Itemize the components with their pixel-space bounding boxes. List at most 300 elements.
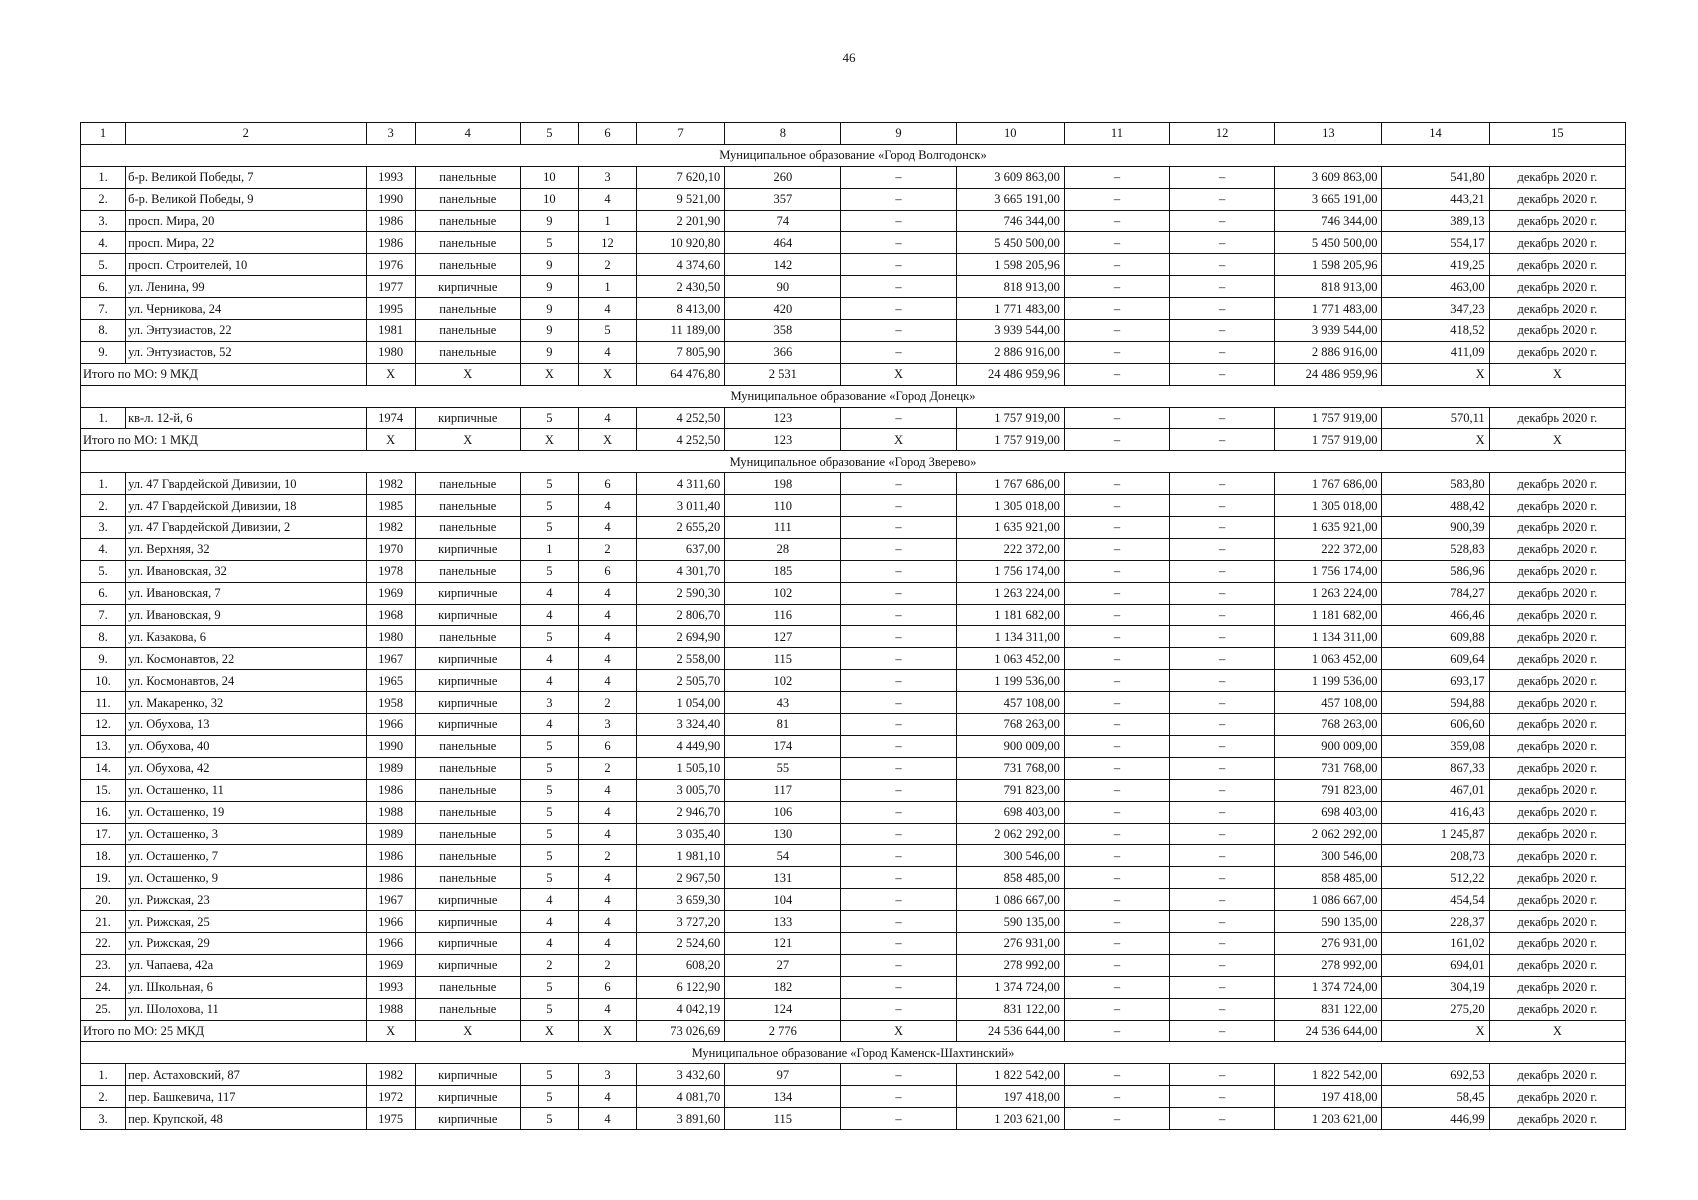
table-cell: – xyxy=(841,801,956,823)
column-number-header: 6 xyxy=(578,123,636,145)
table-cell: 1 981,10 xyxy=(637,845,725,867)
table-cell: 4 xyxy=(520,582,578,604)
table-row xyxy=(81,954,1626,976)
table-cell: 2 886 916,00 xyxy=(956,341,1064,363)
table-cell: панельные xyxy=(415,166,520,188)
table-cell: 590 135,00 xyxy=(956,911,1064,933)
table-cell: 5 xyxy=(578,320,636,342)
table-cell: 1982 xyxy=(366,1064,415,1086)
table-row xyxy=(81,801,1626,823)
table-cell: 4 xyxy=(578,517,636,539)
table-cell: 900 009,00 xyxy=(1275,735,1382,757)
table-cell: – xyxy=(1170,692,1275,714)
column-number-header: 11 xyxy=(1064,123,1169,145)
table-cell: – xyxy=(1170,538,1275,560)
table-cell: 1 xyxy=(520,538,578,560)
table-cell: декабрь 2020 г. xyxy=(1489,714,1625,736)
table-cell: 1981 xyxy=(366,320,415,342)
section-title: Муниципальное образование «Город Волгодонск» xyxy=(81,144,1626,166)
table-cell: 1 822 542,00 xyxy=(1275,1064,1382,1086)
table-cell: 5 xyxy=(520,867,578,889)
table-cell: 276 931,00 xyxy=(1275,932,1382,954)
table-cell: 1993 xyxy=(366,166,415,188)
table-cell: 366 xyxy=(725,341,841,363)
table-cell: – xyxy=(1170,166,1275,188)
table-cell: 2 xyxy=(578,254,636,276)
table-cell: ул. 47 Гвардейской Дивизии, 18 xyxy=(126,495,366,517)
table-cell: 4 042,19 xyxy=(637,998,725,1020)
table-cell: 6 xyxy=(578,735,636,757)
table-cell: 4 xyxy=(520,604,578,626)
table-cell: – xyxy=(1170,341,1275,363)
table-cell: 15. xyxy=(81,779,126,801)
table-cell: 512,22 xyxy=(1382,867,1489,889)
table-cell: 608,20 xyxy=(637,954,725,976)
table-cell: 124 xyxy=(725,998,841,1020)
table-cell: 1965 xyxy=(366,670,415,692)
table-cell: 1 263 224,00 xyxy=(956,582,1064,604)
table-cell: – xyxy=(1170,845,1275,867)
table-cell: 2 524,60 xyxy=(637,932,725,954)
table-cell: 1 063 452,00 xyxy=(956,648,1064,670)
table-cell: декабрь 2020 г. xyxy=(1489,845,1625,867)
table-cell: 134 xyxy=(725,1086,841,1108)
table-cell: 4 449,90 xyxy=(637,735,725,757)
table-cell: 3 xyxy=(578,1064,636,1086)
table-cell: 3 xyxy=(520,692,578,714)
table-cell: – xyxy=(841,735,956,757)
table-cell: ул. Энтузиастов, 52 xyxy=(126,341,366,363)
table-row xyxy=(81,670,1626,692)
table-cell: ул. Ивановская, 32 xyxy=(126,560,366,582)
table-cell: ул. Рижская, 25 xyxy=(126,911,366,933)
table-cell: 5. xyxy=(81,254,126,276)
table-cell: – xyxy=(1064,473,1169,495)
table-cell: панельные xyxy=(415,845,520,867)
table-cell: 1 305 018,00 xyxy=(956,495,1064,517)
total-row xyxy=(81,429,1626,451)
table-row xyxy=(81,276,1626,298)
total-row xyxy=(81,1020,1626,1042)
table-cell: ул. Энтузиастов, 22 xyxy=(126,320,366,342)
table-cell: 2 430,50 xyxy=(637,276,725,298)
table-row xyxy=(81,582,1626,604)
total-cell: X xyxy=(1382,429,1489,451)
table-cell: 1970 xyxy=(366,538,415,560)
table-cell: 1 134 311,00 xyxy=(1275,626,1382,648)
table-cell: 13. xyxy=(81,735,126,757)
table-cell: 416,43 xyxy=(1382,801,1489,823)
table-cell: 3 727,20 xyxy=(637,911,725,933)
table-cell: – xyxy=(1064,692,1169,714)
table-cell: ул. Обухова, 13 xyxy=(126,714,366,736)
table-cell: 1 756 174,00 xyxy=(1275,560,1382,582)
table-cell: 528,83 xyxy=(1382,538,1489,560)
total-cell: 1 757 919,00 xyxy=(1275,429,1382,451)
table-cell: – xyxy=(841,648,956,670)
table-cell: 102 xyxy=(725,670,841,692)
column-number-row xyxy=(81,123,1626,145)
table-cell: 768 263,00 xyxy=(956,714,1064,736)
column-number-header: 14 xyxy=(1382,123,1489,145)
table-row xyxy=(81,320,1626,342)
table-cell: 1 756 174,00 xyxy=(956,560,1064,582)
total-cell: – xyxy=(1170,429,1275,451)
table-cell: – xyxy=(1170,889,1275,911)
table-cell: декабрь 2020 г. xyxy=(1489,1108,1625,1130)
table-cell: 831 122,00 xyxy=(1275,998,1382,1020)
total-label: Итого по МО: 25 МКД xyxy=(81,1020,367,1042)
table-cell: 6 xyxy=(578,473,636,495)
table-cell: 1977 xyxy=(366,276,415,298)
table-cell: 1 305 018,00 xyxy=(1275,495,1382,517)
table-cell: пер. Астаховский, 87 xyxy=(126,1064,366,1086)
table-cell: – xyxy=(1064,998,1169,1020)
table-cell: – xyxy=(1064,779,1169,801)
table-cell: кирпичные xyxy=(415,407,520,429)
table-cell: 174 xyxy=(725,735,841,757)
table-cell: 4 xyxy=(578,801,636,823)
table-cell: декабрь 2020 г. xyxy=(1489,560,1625,582)
table-cell: – xyxy=(1064,976,1169,998)
table-row xyxy=(81,648,1626,670)
table-cell: панельные xyxy=(415,867,520,889)
table-cell: 7. xyxy=(81,604,126,626)
table-cell: 1 199 536,00 xyxy=(1275,670,1382,692)
table-cell: – xyxy=(841,867,956,889)
table-cell: 4 xyxy=(578,604,636,626)
table-cell: 746 344,00 xyxy=(1275,210,1382,232)
table-cell: – xyxy=(841,232,956,254)
table-cell: декабрь 2020 г. xyxy=(1489,626,1625,648)
table-cell: 5 xyxy=(520,735,578,757)
table-cell: 276 931,00 xyxy=(956,932,1064,954)
table-cell: 208,73 xyxy=(1382,845,1489,867)
table-cell: 3. xyxy=(81,210,126,232)
total-cell: X xyxy=(578,429,636,451)
table-cell: панельные xyxy=(415,320,520,342)
table-cell: 1990 xyxy=(366,735,415,757)
table-cell: 304,19 xyxy=(1382,976,1489,998)
table-cell: 1 767 686,00 xyxy=(1275,473,1382,495)
table-cell: 198 xyxy=(725,473,841,495)
table-cell: 3 005,70 xyxy=(637,779,725,801)
table-cell: ул. Верхняя, 32 xyxy=(126,538,366,560)
table-cell: 1986 xyxy=(366,232,415,254)
table-cell: 1 181 682,00 xyxy=(956,604,1064,626)
table-cell: – xyxy=(1064,670,1169,692)
table-cell: 818 913,00 xyxy=(956,276,1064,298)
table-cell: 4 xyxy=(520,911,578,933)
table-cell: – xyxy=(1064,823,1169,845)
table-cell: декабрь 2020 г. xyxy=(1489,692,1625,714)
table-cell: 10 xyxy=(520,188,578,210)
table-cell: – xyxy=(1170,998,1275,1020)
table-cell: кирпичные xyxy=(415,1108,520,1130)
table-cell: 27 xyxy=(725,954,841,976)
table-cell: 7 620,10 xyxy=(637,166,725,188)
table-cell: декабрь 2020 г. xyxy=(1489,298,1625,320)
table-cell: 1982 xyxy=(366,517,415,539)
table-cell: декабрь 2020 г. xyxy=(1489,604,1625,626)
table-cell: 5 450 500,00 xyxy=(956,232,1064,254)
table-row xyxy=(81,757,1626,779)
table-cell: кв-л. 12-й, 6 xyxy=(126,407,366,429)
table-cell: 1 134 311,00 xyxy=(956,626,1064,648)
table-cell: 142 xyxy=(725,254,841,276)
section-title-row xyxy=(81,1042,1626,1064)
table-cell: – xyxy=(1170,1064,1275,1086)
table-cell: ул. Ивановская, 7 xyxy=(126,582,366,604)
table-cell: 1 086 667,00 xyxy=(1275,889,1382,911)
total-cell: 24 486 959,96 xyxy=(956,363,1064,385)
table-row xyxy=(81,911,1626,933)
table-cell: 4 xyxy=(578,407,636,429)
table-cell: – xyxy=(1064,801,1169,823)
table-cell: – xyxy=(1170,320,1275,342)
table-cell: 586,96 xyxy=(1382,560,1489,582)
table-cell: кирпичные xyxy=(415,692,520,714)
table-cell: 3. xyxy=(81,1108,126,1130)
table-cell: – xyxy=(841,604,956,626)
table-cell: – xyxy=(841,276,956,298)
table-cell: 466,46 xyxy=(1382,604,1489,626)
table-cell: ул. Казакова, 6 xyxy=(126,626,366,648)
table-cell: 900,39 xyxy=(1382,517,1489,539)
total-cell: – xyxy=(1064,429,1169,451)
table-row xyxy=(81,823,1626,845)
table-cell: кирпичные xyxy=(415,604,520,626)
table-cell: 1967 xyxy=(366,648,415,670)
table-cell: – xyxy=(1064,1108,1169,1130)
table-cell: 1982 xyxy=(366,473,415,495)
table-cell: – xyxy=(1170,1108,1275,1130)
table-cell: ул. Ленина, 99 xyxy=(126,276,366,298)
table-cell: 9 xyxy=(520,276,578,298)
table-cell: панельные xyxy=(415,473,520,495)
table-cell: 25. xyxy=(81,998,126,1020)
table-cell: 121 xyxy=(725,932,841,954)
total-label: Итого по МО: 1 МКД xyxy=(81,429,367,451)
table-cell: 4 081,70 xyxy=(637,1086,725,1108)
table-cell: 1 181 682,00 xyxy=(1275,604,1382,626)
table-cell: – xyxy=(841,341,956,363)
table-cell: 2 xyxy=(578,954,636,976)
table-cell: – xyxy=(1064,538,1169,560)
table-cell: 5 xyxy=(520,801,578,823)
table-row xyxy=(81,1064,1626,1086)
table-row xyxy=(81,932,1626,954)
table-cell: 1958 xyxy=(366,692,415,714)
table-cell: ул. Ивановская, 9 xyxy=(126,604,366,626)
table-cell: панельные xyxy=(415,626,520,648)
table-cell: – xyxy=(1170,648,1275,670)
table-cell: 2 xyxy=(578,845,636,867)
table-cell: 102 xyxy=(725,582,841,604)
total-cell: X xyxy=(415,1020,520,1042)
table-row xyxy=(81,867,1626,889)
table-cell: 9 xyxy=(520,254,578,276)
table-cell: 161,02 xyxy=(1382,932,1489,954)
table-row xyxy=(81,998,1626,1020)
table-cell: 467,01 xyxy=(1382,779,1489,801)
column-number-header: 2 xyxy=(126,123,366,145)
table-cell: кирпичные xyxy=(415,1086,520,1108)
table-cell: – xyxy=(841,954,956,976)
table-cell: 197 418,00 xyxy=(956,1086,1064,1108)
table-cell: 791 823,00 xyxy=(1275,779,1382,801)
table-cell: 1 771 483,00 xyxy=(956,298,1064,320)
table-cell: 8. xyxy=(81,626,126,648)
total-cell: 1 757 919,00 xyxy=(956,429,1064,451)
table-cell: – xyxy=(1064,517,1169,539)
table-cell: 2. xyxy=(81,495,126,517)
total-cell: 2 776 xyxy=(725,1020,841,1042)
table-cell: 10 920,80 xyxy=(637,232,725,254)
table-cell: 858 485,00 xyxy=(956,867,1064,889)
table-cell: 130 xyxy=(725,823,841,845)
table-cell: 18. xyxy=(81,845,126,867)
table-cell: 6 xyxy=(578,976,636,998)
total-cell: X xyxy=(1382,363,1489,385)
table-cell: 389,13 xyxy=(1382,210,1489,232)
table-cell: б-р. Великой Победы, 9 xyxy=(126,188,366,210)
table-cell: – xyxy=(1170,473,1275,495)
table-cell: 182 xyxy=(725,976,841,998)
table-cell: 541,80 xyxy=(1382,166,1489,188)
total-cell: 2 531 xyxy=(725,363,841,385)
total-cell: 73 026,69 xyxy=(637,1020,725,1042)
table-cell: 1 505,10 xyxy=(637,757,725,779)
table-cell: – xyxy=(841,998,956,1020)
table-cell: 3 665 191,00 xyxy=(956,188,1064,210)
table-cell: ул. Осташенко, 9 xyxy=(126,867,366,889)
table-cell: 4 xyxy=(578,648,636,670)
table-cell: 4. xyxy=(81,232,126,254)
table-cell: ул. Макаренко, 32 xyxy=(126,692,366,714)
table-cell: 10 xyxy=(520,166,578,188)
table-cell: 5 xyxy=(520,473,578,495)
table-cell: – xyxy=(1170,276,1275,298)
total-cell: 24 486 959,96 xyxy=(1275,363,1382,385)
table-cell: 2 946,70 xyxy=(637,801,725,823)
table-cell: 357 xyxy=(725,188,841,210)
table-cell: декабрь 2020 г. xyxy=(1489,495,1625,517)
table-row xyxy=(81,538,1626,560)
table-cell: ул. Осташенко, 19 xyxy=(126,801,366,823)
table-cell: кирпичные xyxy=(415,1064,520,1086)
table-cell: 21. xyxy=(81,911,126,933)
table-cell: 5 450 500,00 xyxy=(1275,232,1382,254)
table-cell: – xyxy=(1170,801,1275,823)
table-cell: панельные xyxy=(415,210,520,232)
total-cell: X xyxy=(366,429,415,451)
section-title-row xyxy=(81,451,1626,473)
table-cell: пер. Крупской, 48 xyxy=(126,1108,366,1130)
table-cell: ул. 47 Гвардейской Дивизии, 2 xyxy=(126,517,366,539)
table-cell: кирпичные xyxy=(415,932,520,954)
table-cell: 2 558,00 xyxy=(637,648,725,670)
table-cell: 359,08 xyxy=(1382,735,1489,757)
table-cell: 9 xyxy=(520,341,578,363)
table-cell: декабрь 2020 г. xyxy=(1489,954,1625,976)
table-cell: – xyxy=(841,166,956,188)
table-cell: ул. Шолохова, 11 xyxy=(126,998,366,1020)
table-row xyxy=(81,473,1626,495)
table-cell: 115 xyxy=(725,648,841,670)
table-cell: 590 135,00 xyxy=(1275,911,1382,933)
table-cell: 488,42 xyxy=(1382,495,1489,517)
total-cell: 123 xyxy=(725,429,841,451)
table-cell: 9 xyxy=(520,298,578,320)
table-cell: 1995 xyxy=(366,298,415,320)
table-cell: панельные xyxy=(415,735,520,757)
table-cell: 4 311,60 xyxy=(637,473,725,495)
table-cell: 185 xyxy=(725,560,841,582)
table-cell: – xyxy=(1170,714,1275,736)
table-cell: 609,64 xyxy=(1382,648,1489,670)
table-cell: 55 xyxy=(725,757,841,779)
column-number-header: 8 xyxy=(725,123,841,145)
table-cell: 637,00 xyxy=(637,538,725,560)
table-cell: декабрь 2020 г. xyxy=(1489,1086,1625,1108)
table-cell: декабрь 2020 г. xyxy=(1489,1064,1625,1086)
table-cell: 1980 xyxy=(366,626,415,648)
table-cell: декабрь 2020 г. xyxy=(1489,188,1625,210)
table-cell: 3 939 544,00 xyxy=(1275,320,1382,342)
table-cell: 347,23 xyxy=(1382,298,1489,320)
table-cell: 1 598 205,96 xyxy=(956,254,1064,276)
table-cell: 1972 xyxy=(366,1086,415,1108)
table-cell: декабрь 2020 г. xyxy=(1489,407,1625,429)
total-cell: – xyxy=(1170,363,1275,385)
total-cell: X xyxy=(841,363,956,385)
table-cell: 123 xyxy=(725,407,841,429)
table-cell: б-р. Великой Победы, 7 xyxy=(126,166,366,188)
table-row xyxy=(81,692,1626,714)
column-number-header: 10 xyxy=(956,123,1064,145)
table-cell: – xyxy=(1064,757,1169,779)
table-cell: 5 xyxy=(520,407,578,429)
table-cell: – xyxy=(1064,604,1169,626)
table-cell: декабрь 2020 г. xyxy=(1489,911,1625,933)
table-cell: – xyxy=(1064,232,1169,254)
table-cell: ул. Чапаева, 42а xyxy=(126,954,366,976)
table-cell: декабрь 2020 г. xyxy=(1489,517,1625,539)
table-cell: – xyxy=(841,1108,956,1130)
table-cell: 23. xyxy=(81,954,126,976)
table-cell: 4 xyxy=(578,1108,636,1130)
table-cell: – xyxy=(841,976,956,998)
table-cell: 3 609 863,00 xyxy=(956,166,1064,188)
table-cell: 1. xyxy=(81,407,126,429)
table-cell: 228,37 xyxy=(1382,911,1489,933)
table-cell: кирпичные xyxy=(415,889,520,911)
table-cell: 818 913,00 xyxy=(1275,276,1382,298)
table-cell: – xyxy=(1064,714,1169,736)
table-cell: просп. Строителей, 10 xyxy=(126,254,366,276)
table-cell: 1968 xyxy=(366,604,415,626)
table-row xyxy=(81,1108,1626,1130)
table-cell: 4 xyxy=(520,889,578,911)
table-cell: 1. xyxy=(81,1064,126,1086)
total-cell: – xyxy=(1064,1020,1169,1042)
table-cell: – xyxy=(1064,582,1169,604)
table-cell: 28 xyxy=(725,538,841,560)
table-cell: – xyxy=(841,823,956,845)
table-cell: ул. Космонавтов, 22 xyxy=(126,648,366,670)
table-cell: 1 xyxy=(578,210,636,232)
